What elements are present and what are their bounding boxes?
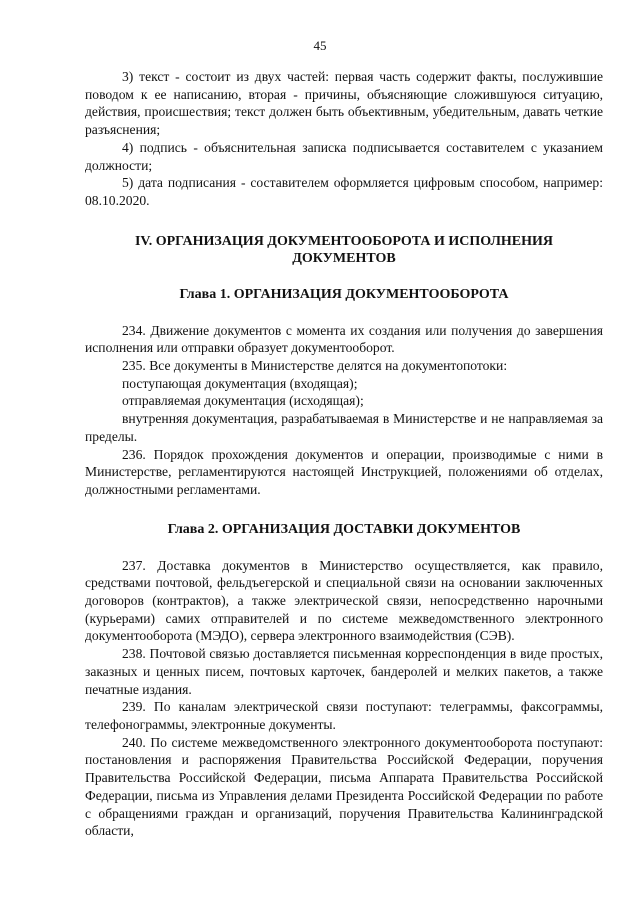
paragraph-237: 237. Доставка документов в Министерство осуществляется, как правило, средствами почтовой, фельдъегерской и специальной связи на основании заключенных договоров (контрактов), а также электрической связи, непосредственно нарочными (курьерами) самих отправителей и по системе межведомственного электронного документооборота (МЭДО), сервера электронного взаимодействия (СЭВ).	[85, 557, 603, 644]
paragraph-234: 234. Движение документов с момента их создания или получения до завершения исполнения или отправки образует документооборот.	[85, 322, 603, 356]
chapter-2-title: Глава 2. ОРГАНИЗАЦИЯ ДОСТАВКИ ДОКУМЕНТОВ	[167, 521, 521, 537]
list-item-3: 3) текст - состоит из двух частей: первая часть содержит факты, послужившие поводом к ее написанию, вторая - причины, объясняющие сложившуюся ситуацию, действия, происшествия; текст должен быть объективным, убедительным, давать четкие разъяснения;	[85, 69, 603, 138]
page-content	[85, 68, 603, 840]
paragraph-238: 238. Почтовой связью доставляется письменная корреспонденция в виде простых, заказных и ценных писем, почтовых карточек, бандеролей и мелких пакетов, а также печатные издания.	[85, 646, 603, 697]
section-title: IV. ОРГАНИЗАЦИЯ ДОКУМЕНТООБОРОТА И ИСПОЛНЕНИЯ ДОКУМЕНТОВ	[134, 233, 554, 266]
list-item-4: 4) подпись - объяснительная записка подписывается составителем с указанием должности;	[85, 139, 603, 173]
paragraph-235-internal: внутренняя документация, разрабатываемая в Министерстве и не направляемая за пределы.	[85, 411, 603, 444]
paragraph-239: 239. По каналам электрической связи поступают: телеграммы, факсограммы, телефонограммы, электронные документы.	[85, 699, 603, 732]
chapter-1-title: Глава 1. ОРГАНИЗАЦИЯ ДОКУМЕНТООБОРОТА	[179, 286, 509, 302]
paragraph-240: 240. По системе межведомственного электронного документооборота поступают: постановления и распоряжения Правительства Российской Федерации, поручения Правительства Российской Федерации, письма Аппарата Правительства Российской Федерации, письма из Управления делами Президента Российской Федерации по работе с обращениями граждан и организаций, поручения Правительства Калининградской области,	[85, 734, 603, 839]
list-item-5: 5) дата подписания - составителем оформляется цифровым способом, например: 08.10.2020.	[85, 175, 603, 208]
paragraph-235-incoming: поступающая документация (входящая);	[122, 375, 358, 391]
page-number: 45	[313, 38, 327, 53]
paragraph-235: 235. Все документы в Министерстве делятся на документопотоки:	[122, 358, 508, 374]
paragraph-236: 236. Порядок прохождения документов и операции, производимые с ними в Министерстве, регламентируются настоящей Инструкцией, положениями об отделах, должностными регламентами.	[85, 446, 603, 497]
paragraph-235-outgoing: отправляемая документация (исходящая);	[122, 393, 364, 409]
